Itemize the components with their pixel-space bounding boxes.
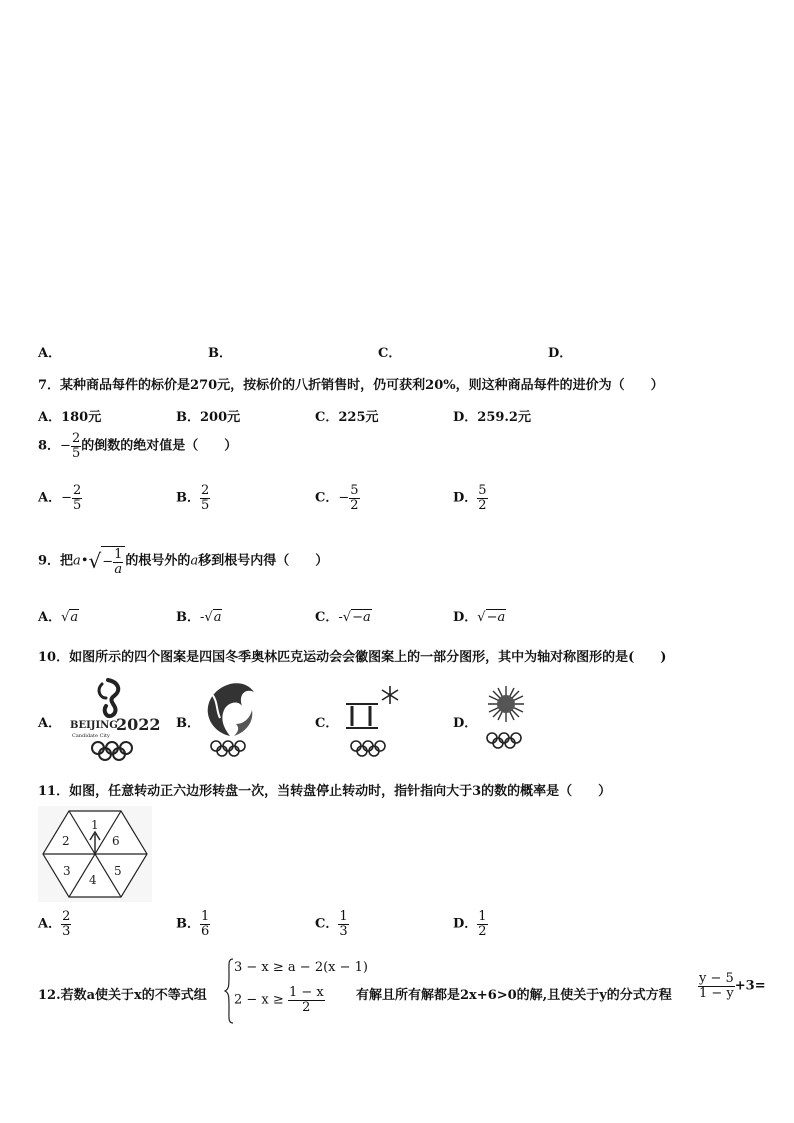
q11-option-b-frac bbox=[200, 910, 210, 938]
q8-number: 8． bbox=[38, 438, 61, 454]
q8-stem bbox=[38, 432, 237, 460]
q9-option-c-prefix: - bbox=[338, 610, 343, 625]
q8-option-b-num: 2 bbox=[201, 483, 210, 498]
q8-option-b-label: B． bbox=[176, 490, 200, 506]
q11-option-a-num: 2 bbox=[62, 909, 71, 924]
q11-option-d-label: D． bbox=[453, 916, 478, 932]
q9-option-d-label: D． bbox=[453, 610, 478, 625]
q12-ineq2-frac bbox=[288, 986, 325, 1014]
q6-option-a[interactable]: A． bbox=[38, 346, 62, 361]
q12-lead: 12.若数a使关于x的不等式组 bbox=[38, 988, 207, 1003]
q8-option-b-frac bbox=[200, 484, 210, 512]
q11-option-a-frac bbox=[61, 910, 71, 938]
q8-option-b[interactable] bbox=[176, 484, 210, 512]
q8-option-a-num: 2 bbox=[73, 483, 82, 498]
q9-option-c-label: C． bbox=[315, 610, 339, 625]
q9-text-mid: 的根号外的 bbox=[125, 553, 191, 569]
q12-eq-frac bbox=[698, 972, 735, 1000]
q7-option-c[interactable]: C．225元 bbox=[315, 410, 379, 425]
q7-option-d[interactable]: D．259.2元 bbox=[453, 410, 531, 425]
q9-frac bbox=[113, 548, 123, 576]
q11-option-d-den: 2 bbox=[478, 923, 487, 939]
radical-icon: √ bbox=[88, 549, 102, 574]
snowflake-logo-icon[interactable] bbox=[478, 684, 534, 752]
q8-option-d-label: D． bbox=[453, 490, 478, 506]
hex-number-1: 1 bbox=[91, 818, 99, 832]
q12-eq-num: y − 5 bbox=[699, 971, 734, 986]
q9-text-end: 移到根号内得（ ） bbox=[198, 553, 329, 569]
q11-option-c-label: C． bbox=[315, 916, 339, 932]
q11-option-b-label: B． bbox=[176, 916, 200, 932]
q12-ineq2-left: 2 − x ≥ bbox=[234, 992, 284, 1008]
radical-icon: √ bbox=[477, 610, 486, 625]
q10-option-b-label[interactable]: B． bbox=[176, 716, 200, 731]
q8-option-a-frac bbox=[72, 484, 82, 512]
hex-number-6: 6 bbox=[112, 834, 120, 848]
q8-text: 的倒数的绝对值是（ ） bbox=[81, 438, 238, 454]
q9-option-a[interactable] bbox=[38, 606, 79, 625]
q11-option-c-den: 3 bbox=[339, 923, 348, 939]
q11-option-b[interactable] bbox=[176, 910, 210, 938]
q9-number: 9．把 bbox=[38, 553, 74, 569]
beijing-2022-logo-icon[interactable] bbox=[62, 676, 162, 764]
q11-stem: 11．如图，任意转动正六边形转盘一次，当转盘停止转动时，指针指向大于3的数的概率是（ ） bbox=[38, 784, 612, 799]
q12-inequality-1: 3 − x ≥ a − 2(x − 1) bbox=[234, 960, 368, 975]
pillars-star-logo-icon[interactable] bbox=[340, 684, 404, 760]
q10-stem: 10．如图所示的四个图案是四国冬季奥林匹克运动会会徽图案上的一部分图形，其中为轴对称图形的是( ) bbox=[38, 650, 667, 665]
q8-option-b-den: 5 bbox=[201, 497, 210, 513]
q8-option-d-frac bbox=[477, 484, 487, 512]
q11-option-d-num: 1 bbox=[478, 909, 487, 924]
q11-option-a-label: A． bbox=[38, 916, 62, 932]
q8-option-d-num: 5 bbox=[478, 483, 487, 498]
q9-sqrt bbox=[88, 546, 125, 576]
radical-icon: √ bbox=[204, 610, 213, 625]
q8-option-d-den: 2 bbox=[478, 497, 487, 513]
q8-fraction bbox=[71, 432, 81, 460]
hex-number-3: 3 bbox=[63, 864, 71, 878]
q9-dot: • bbox=[80, 553, 89, 569]
q11-option-a[interactable] bbox=[38, 910, 71, 938]
q9-option-b-label: B． bbox=[176, 610, 200, 625]
q10-option-a-label[interactable]: A． bbox=[38, 716, 62, 731]
q10-option-c-label[interactable]: C． bbox=[315, 716, 339, 731]
q12-eq-den: 1 − y bbox=[699, 985, 734, 1001]
q9-option-b[interactable] bbox=[176, 606, 222, 625]
q6-option-b[interactable]: B． bbox=[208, 346, 232, 361]
q7-option-a[interactable]: A．180元 bbox=[38, 410, 102, 425]
q9-option-d[interactable] bbox=[453, 606, 506, 625]
q9-var-a: a bbox=[73, 553, 81, 569]
q8-option-a-den: 5 bbox=[73, 497, 82, 513]
q9-num: 1 bbox=[114, 547, 123, 562]
q9-minus: − bbox=[102, 554, 114, 570]
q8-minus: − bbox=[60, 438, 71, 454]
q9-option-a-sqrt bbox=[69, 610, 79, 625]
q8-option-a[interactable] bbox=[38, 484, 82, 512]
q8-option-c-num: 5 bbox=[350, 483, 359, 498]
hexagon-spinner bbox=[38, 806, 152, 902]
q9-den: a bbox=[114, 561, 123, 577]
q8-option-c[interactable] bbox=[315, 484, 360, 512]
q12-mid: 有解且所有解都是2x+6>0的解,且使关于y的分式方程 bbox=[356, 988, 672, 1003]
q11-option-c-num: 1 bbox=[339, 909, 348, 924]
q9-option-b-sqrt bbox=[213, 610, 223, 625]
q11-option-c[interactable] bbox=[315, 910, 349, 938]
q9-option-c-rad: −a bbox=[352, 610, 371, 625]
q10-option-d-label[interactable]: D． bbox=[453, 716, 478, 731]
q7-stem: 7．某种商品每件的标价是270元，按标价的八折销售时，仍可获利20%，则这种商品每件的进价为（ ） bbox=[38, 378, 664, 393]
q7-option-b[interactable]: B．200元 bbox=[176, 410, 241, 425]
q8-option-d[interactable] bbox=[453, 484, 488, 512]
q11-option-a-den: 3 bbox=[62, 923, 71, 939]
q8-option-c-label: C． bbox=[315, 490, 339, 506]
q9-option-a-label: A． bbox=[38, 610, 62, 625]
logo-a-text: BEIJING bbox=[70, 720, 118, 731]
hex-number-5: 5 bbox=[114, 864, 122, 878]
q9-option-a-rad: a bbox=[70, 610, 79, 625]
q12-equation bbox=[698, 972, 766, 1000]
q11-option-d[interactable] bbox=[453, 910, 488, 938]
q11-option-c-frac bbox=[338, 910, 348, 938]
hex-number-4: 4 bbox=[89, 873, 97, 887]
q9-var-a-2: a bbox=[190, 553, 199, 569]
logo-a-sub: Candidate City bbox=[72, 733, 110, 739]
q6-option-c[interactable]: C． bbox=[378, 346, 402, 361]
q12-inequality-2 bbox=[234, 986, 325, 1014]
q6-option-d[interactable]: D． bbox=[548, 346, 573, 361]
q9-option-c-sqrt bbox=[351, 610, 372, 625]
q12-ineq2-num: 1 − x bbox=[288, 985, 324, 1000]
q11-option-b-num: 1 bbox=[201, 909, 210, 924]
q9-option-c[interactable] bbox=[315, 606, 372, 625]
q8-option-a-label: A． bbox=[38, 490, 62, 506]
q8-den: 5 bbox=[71, 445, 81, 461]
system-brace-icon bbox=[224, 958, 234, 1024]
q9-option-b-prefix: - bbox=[200, 610, 205, 625]
q9-option-d-rad: −a bbox=[486, 610, 506, 625]
q8-option-c-frac bbox=[349, 484, 359, 512]
radical-icon: √ bbox=[342, 610, 352, 625]
q12-tail: +3= bbox=[734, 978, 766, 994]
flame-logo-icon[interactable] bbox=[198, 680, 262, 760]
q8-option-c-sign: − bbox=[338, 490, 350, 506]
logo-a-year: 2022 bbox=[116, 715, 161, 734]
q11-option-d-frac bbox=[477, 910, 487, 938]
q9-radicand bbox=[101, 546, 125, 576]
q8-num: 2 bbox=[71, 431, 81, 446]
hex-number-2: 2 bbox=[62, 834, 70, 848]
radical-icon: √ bbox=[61, 610, 70, 625]
q11-option-b-den: 6 bbox=[201, 923, 210, 939]
q9-stem bbox=[38, 546, 328, 576]
q8-option-a-sign: − bbox=[61, 490, 72, 506]
q8-option-c-den: 2 bbox=[350, 497, 359, 513]
q12-ineq2-den: 2 bbox=[302, 999, 311, 1015]
q9-option-b-rad: a bbox=[213, 610, 222, 625]
q9-option-d-sqrt bbox=[486, 610, 507, 625]
